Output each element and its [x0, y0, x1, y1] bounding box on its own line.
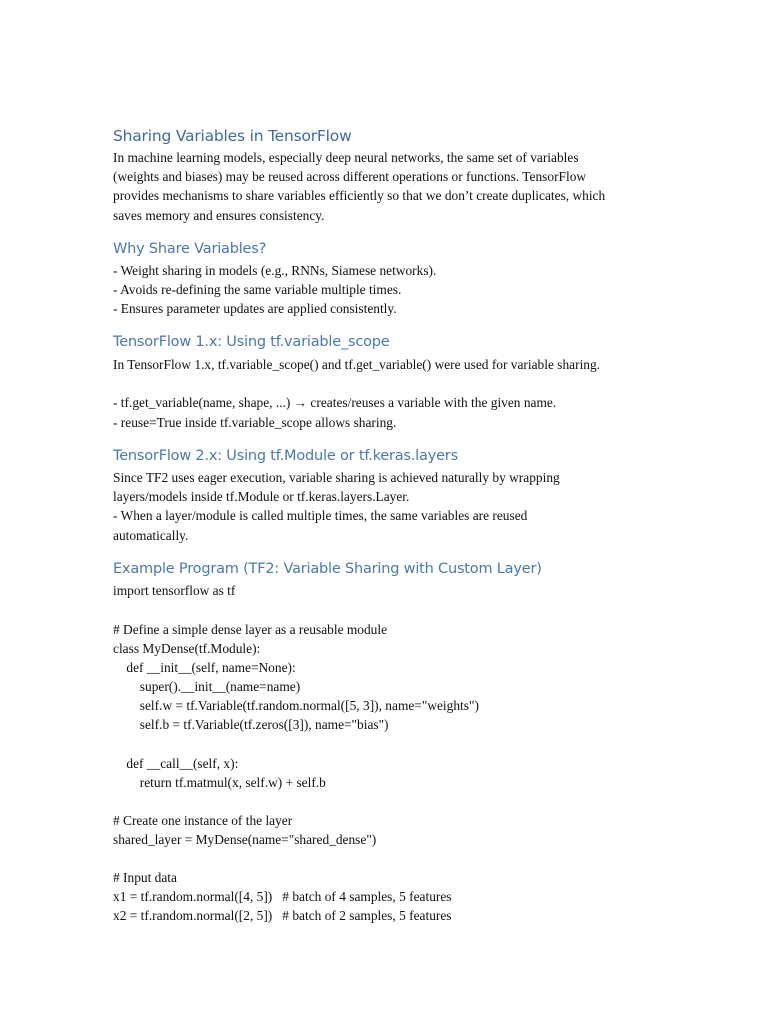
tf2-line-4: automatically.: [113, 528, 189, 543]
why-line-3: - Ensures parameter updates are applied consistently.: [113, 301, 397, 316]
intro-line-2: (weights and biases) may be reused across different operations or functions. TensorFlow: [113, 169, 587, 184]
code-line-8: self.b = tf.Variable(tf.zeros([3]), name="bias"): [113, 717, 389, 732]
code-line-7: self.w = tf.Variable(tf.random.normal([5, 3]), name="weights"): [113, 698, 479, 713]
tf2-line-3: - When a layer/module is called multiple times, the same variables are reused: [113, 508, 528, 523]
document-title: Sharing Variables in TensorFlow: [113, 127, 352, 145]
why-heading: Why Share Variables?: [113, 241, 267, 257]
code-line-13: # Create one instance of the layer: [113, 813, 293, 828]
tf2-line-1: Since TF2 uses eager execution, variable sharing is achieved naturally by wrapping: [113, 470, 560, 485]
code-line-1: import tensorflow as tf: [113, 583, 236, 598]
code-line-11: return tf.matmul(x, self.w) + self.b: [113, 775, 326, 790]
tf2-line-2: layers/models inside tf.Module or tf.keras.layers.Layer.: [113, 489, 410, 504]
code-line-6: super().__init__(name=name): [113, 679, 301, 694]
code-line-4: class MyDense(tf.Module):: [113, 641, 261, 656]
intro-line-3: provides mechanisms to share variables efficiently so that we don’t create duplicates, which: [113, 188, 606, 203]
tf1-line-4: - reuse=True inside tf.variable_scope allows sharing.: [113, 415, 397, 430]
why-line-1: - Weight sharing in models (e.g., RNNs, Siamese networks).: [113, 263, 437, 278]
why-line-2: - Avoids re-defining the same variable multiple times.: [113, 282, 402, 297]
code-line-17: x1 = tf.random.normal([4, 5]) # batch of 4 samples, 5 features: [113, 889, 452, 904]
code-line-16: # Input data: [113, 870, 177, 885]
intro-line-1: In machine learning models, especially deep neural networks, the same set of variables: [113, 150, 579, 165]
intro-line-4: saves memory and ensures consistency.: [113, 208, 325, 223]
code-line-3: # Define a simple dense layer as a reusable module: [113, 622, 388, 637]
tf1-line-1: In TensorFlow 1.x, tf.variable_scope() and tf.get_variable() were used for variable sharing.: [113, 357, 601, 372]
code-line-14: shared_layer = MyDense(name="shared_dense"): [113, 832, 377, 847]
code-line-10: def __call__(self, x):: [113, 756, 239, 771]
tf2-heading: TensorFlow 2.x: Using tf.Module or tf.keras.layers: [113, 448, 458, 464]
tf1-heading: TensorFlow 1.x: Using tf.variable_scope: [113, 334, 390, 350]
code-line-18: x2 = tf.random.normal([2, 5]) # batch of 2 samples, 5 features: [113, 908, 452, 923]
example-heading: Example Program (TF2: Variable Sharing with Custom Layer): [113, 561, 542, 577]
code-line-5: def __init__(self, name=None):: [113, 660, 296, 675]
tf1-line-3: - tf.get_variable(name, shape, ...) → creates/reuses a variable with the given name.: [113, 395, 557, 410]
